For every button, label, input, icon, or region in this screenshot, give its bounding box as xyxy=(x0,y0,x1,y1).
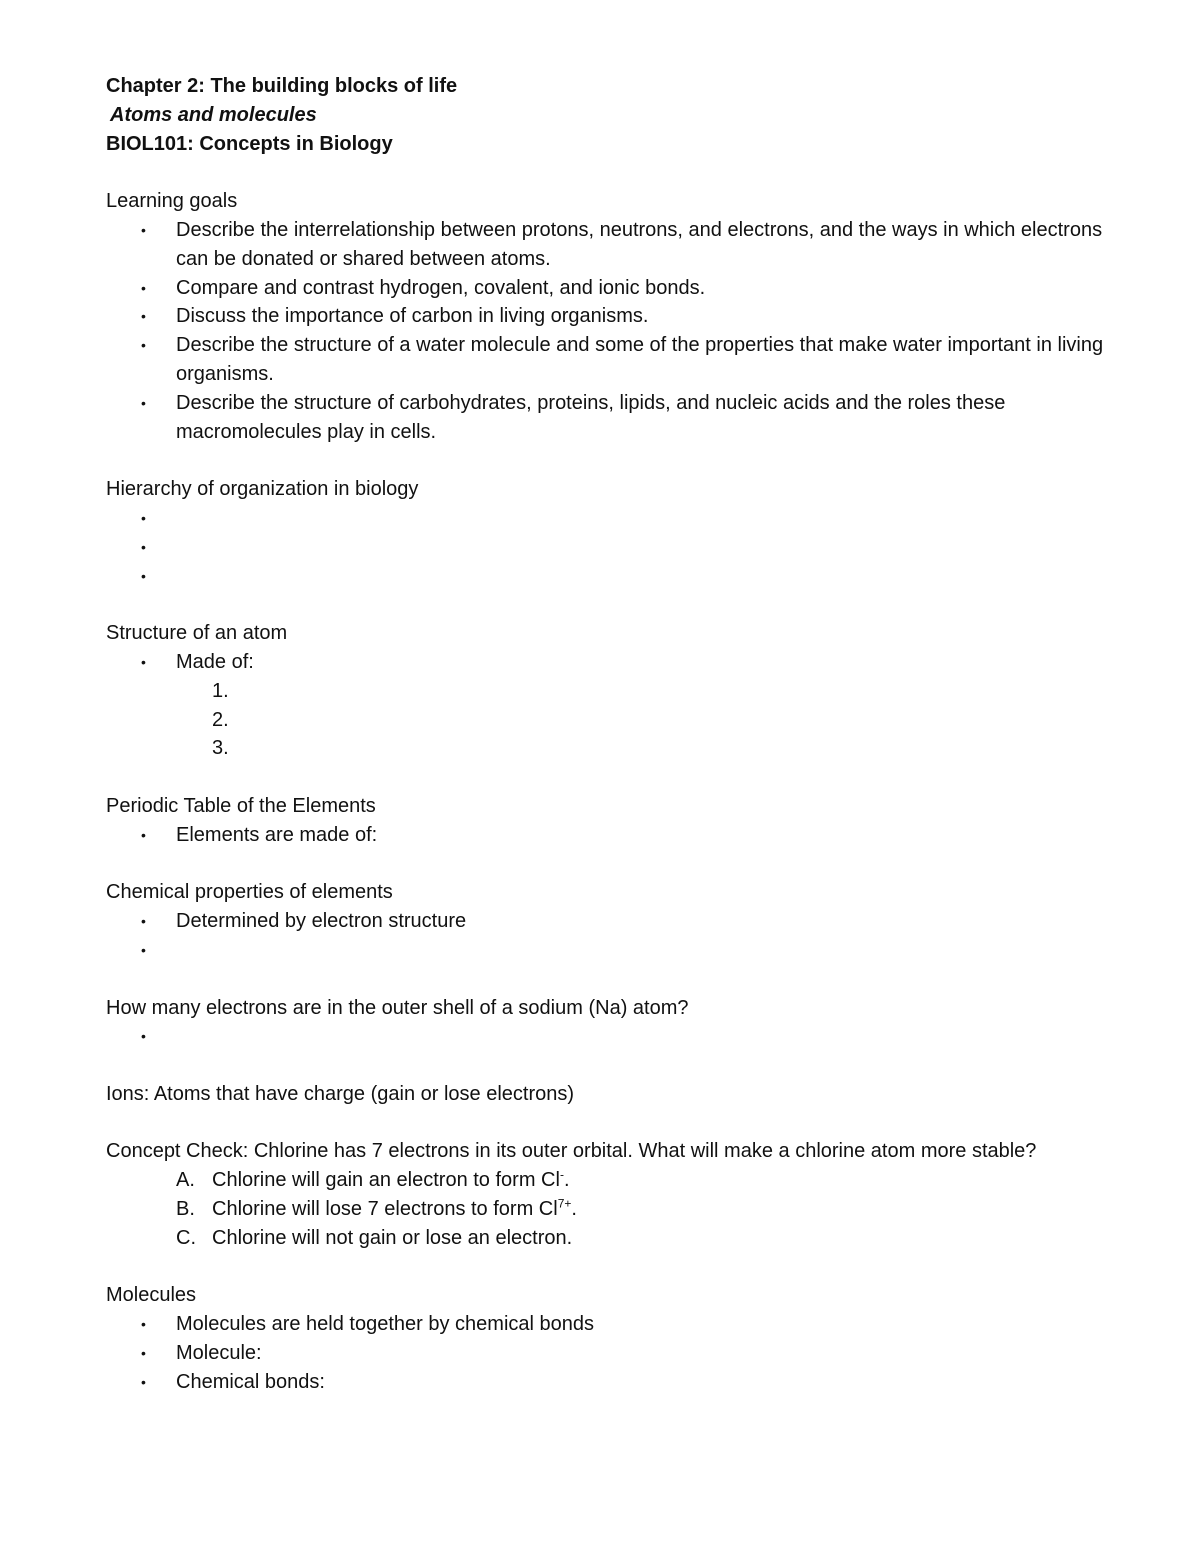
list-item xyxy=(106,562,1136,591)
bullet-icon: • xyxy=(141,509,146,526)
spacer xyxy=(106,965,1136,994)
bullet-icon: • xyxy=(141,1373,146,1390)
concept-check-options xyxy=(106,1166,1136,1252)
list-item xyxy=(106,1022,1136,1051)
bullet-icon: • xyxy=(141,221,146,238)
list-item: 3. xyxy=(212,737,229,760)
molecules-heading: Molecules xyxy=(106,1284,197,1307)
chemical-properties-heading: Chemical properties of elements xyxy=(106,881,393,904)
molecules-list xyxy=(106,1310,1136,1396)
periodic-table-heading: Periodic Table of the Elements xyxy=(106,794,376,817)
list-item: • Elements are made of: xyxy=(106,821,1136,850)
spacer xyxy=(106,850,1136,879)
chapter-subtitle: Atoms and molecules xyxy=(110,103,317,126)
periodic-table-list xyxy=(106,821,1136,850)
course-title: BIOL101: Concepts in Biology xyxy=(106,132,393,155)
answer-option-c: C. Chlorine will not gain or lose an electron. xyxy=(176,1226,573,1249)
spacer xyxy=(106,1051,1136,1080)
list-item xyxy=(106,533,1136,562)
ions-definition: Ions: Atoms that have charge (gain or lose electrons) xyxy=(106,1082,575,1105)
answer-option-b: B. Chlorine will lose 7 electrons to form $Cl^{7+}$. xyxy=(176,1196,577,1221)
bullet-icon: • xyxy=(141,567,146,584)
bullet-icon: • xyxy=(141,941,146,958)
atom-parts-list xyxy=(106,677,1136,763)
spacer xyxy=(106,763,1136,792)
hierarchy-heading: Hierarchy of organization in biology xyxy=(106,478,419,501)
list-item: • Determined by electron structure xyxy=(106,907,1136,936)
sodium-answer-list xyxy=(106,1022,1136,1051)
atom-structure-list xyxy=(106,648,1136,677)
spacer xyxy=(106,1253,1136,1282)
list-item: 2. xyxy=(212,708,229,731)
list-item: • Describe the structure of carbohydrates, proteins, lipids, and nucleic acids and the roles these macromolecules play in cells. xyxy=(106,389,1136,447)
bullet-icon: • xyxy=(141,308,146,325)
bullet-icon: • xyxy=(141,1345,146,1362)
sodium-question: How many electrons are in the outer shell of a sodium (Na) atom? xyxy=(106,996,689,1019)
bullet-icon: • xyxy=(141,1316,146,1333)
list-item: • Made of: xyxy=(106,648,1136,677)
learning-goals-heading: Learning goals xyxy=(106,190,238,213)
list-item: • Molecule: xyxy=(106,1339,1136,1368)
list-item xyxy=(106,504,1136,533)
spacer xyxy=(106,590,1136,619)
bullet-icon: • xyxy=(141,337,146,354)
bullet-icon: • xyxy=(141,913,146,930)
list-item: • Discuss the importance of carbon in living organisms. xyxy=(106,302,1136,331)
list-item: • Describe the interrelationship between protons, neutrons, and electrons, and the ways in which electrons can be donated or shared between atoms. xyxy=(106,216,1136,274)
spacer xyxy=(106,1109,1136,1138)
list-item: • Molecules are held together by chemical bonds xyxy=(106,1310,1136,1339)
spacer xyxy=(106,158,1136,187)
bullet-icon: • xyxy=(141,653,146,670)
spacer xyxy=(106,446,1136,475)
learning-goals-list xyxy=(106,216,1136,446)
list-item xyxy=(106,936,1136,965)
bullet-icon: • xyxy=(141,279,146,296)
concept-check-question: Concept Check: Chlorine has 7 electrons in its outer orbital. What will make a chlorine atom more stable? xyxy=(106,1140,1037,1163)
chapter-title: Chapter 2: The building blocks of life xyxy=(106,75,458,97)
list-item: • Describe the structure of a water molecule and some of the properties that make water important in living organisms. xyxy=(106,331,1136,389)
hierarchy-list xyxy=(106,504,1136,590)
bullet-icon: • xyxy=(141,538,146,555)
bullet-icon: • xyxy=(141,826,146,843)
list-item: • Chemical bonds: xyxy=(106,1368,1136,1397)
bullet-icon: • xyxy=(141,394,146,411)
atom-structure-heading: Structure of an atom xyxy=(106,622,288,645)
chemical-properties-list xyxy=(106,907,1136,965)
bullet-icon: • xyxy=(141,1028,146,1045)
list-item: • Compare and contrast hydrogen, covalent, and ionic bonds. xyxy=(106,274,1136,303)
list-item: 1. xyxy=(212,679,229,702)
answer-option-a: A. Chlorine will gain an electron to form Cl-. xyxy=(176,1167,570,1192)
document-page xyxy=(106,72,1136,1397)
